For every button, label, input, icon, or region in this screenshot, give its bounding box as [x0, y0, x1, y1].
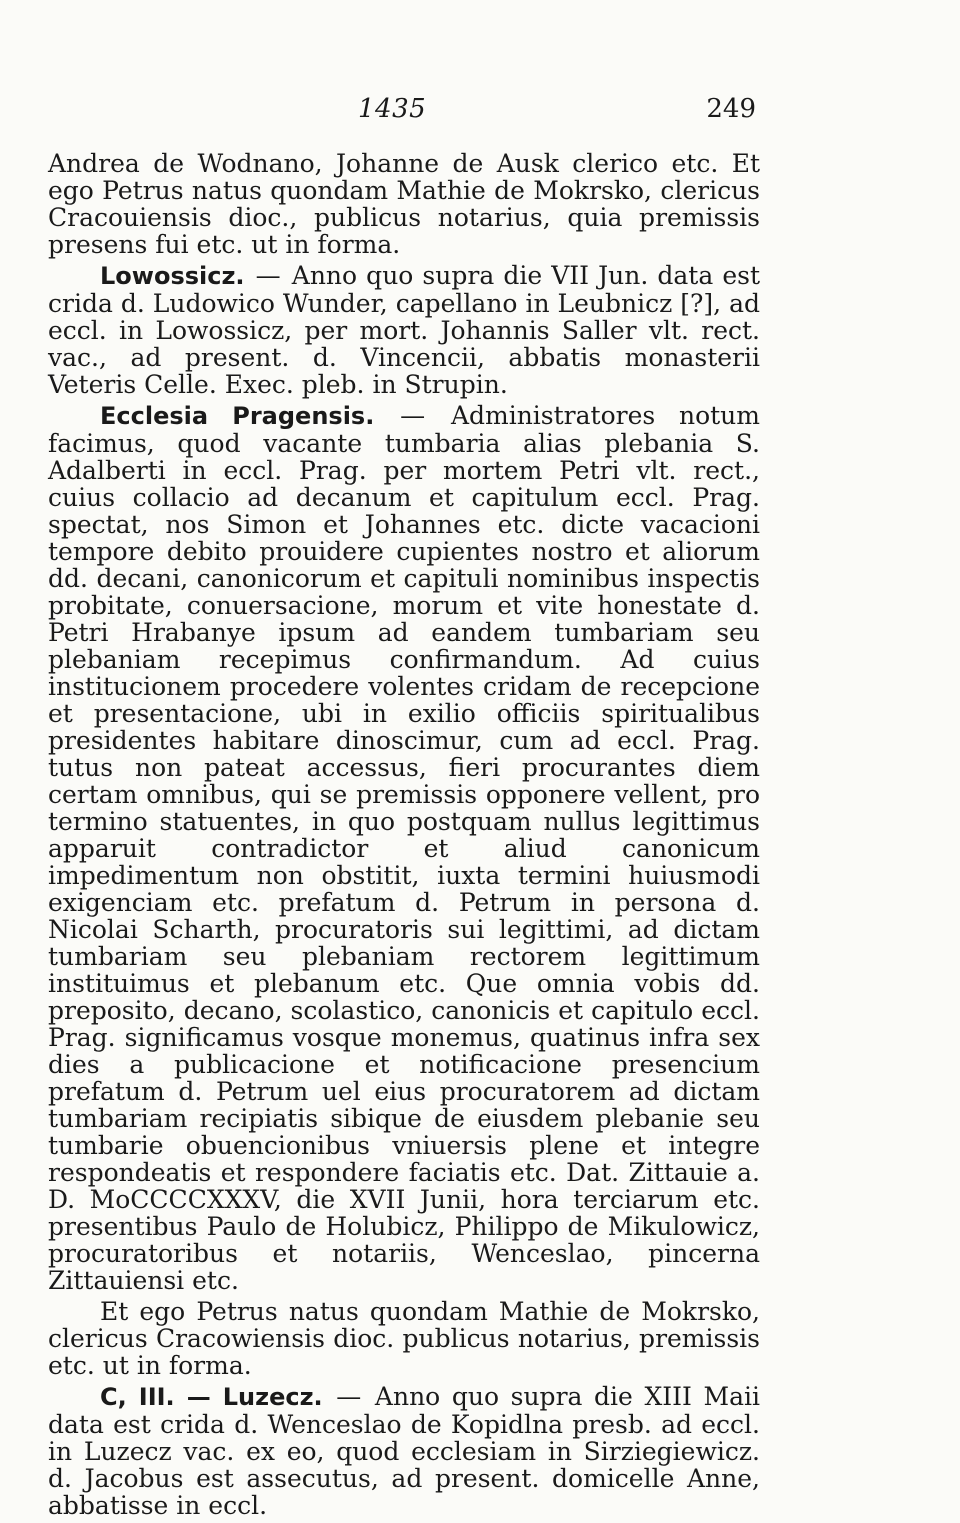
- document-page: [48, 94, 760, 1523]
- body-text: [48, 150, 760, 1519]
- entry-heading: Ecclesia Pragensis.: [100, 402, 375, 430]
- entry-lowossicz: [48, 262, 760, 398]
- entry-ecclesia-pragensis: [48, 402, 760, 1294]
- paragraph-text: Anno quo supra die VII Jun. data est crida d. Ludowico Wunder, capellano in Leubnicz [?], ad eccl. in Lowossicz, per mort. Johannis Saller vlt. rect. vac., ad present. d. Vincencii, abbatis monasterii Veteris Celle. Exec. pleb. in Strupin.: [48, 261, 761, 399]
- paragraph-text: Administratores notum facimus, quod vacante tumbaria alias plebania S. Adalberti in eccl. Prag. per mortem Petri vlt. rect., cuius collacio ad decanum et capitulum eccl. Prag. spectat, nos Simon et Johannes etc. dicte vacacioni tempore debito prouidere cupientes nostro et aliorum dd. decani, canonicorum et capituli nominibus inspectis probitate, conuersacione, morum et vite honestate d. Petri Hrabanye ipsum ad eandem tumbariam seu plebaniam recepimus confirmandum. Ad cuius institucionem procedere volentes cridam de recepcione et presentacione, ubi in exilio officiis spiritualibus presidentes habitare dinoscimur, cum ad eccl. Prag. tutus non pateat accessus, fieri procurantes diem certam omnibus, qui se premissis opponere vellent, pro termino statuentes, in quo postquam nullus legittimus apparuit contradictor et aliud canonicum impedimentum non obstitit, iuxta termini huiusmodi exigenciam etc. prefatum d. Petrum in persona d. Nicolai Scharth, procuratoris sui legittimi, ad dictam tumbariam seu plebaniam rectorem legittimum instituimus et plebanum etc. Que omnia vobis dd. preposito, decano, scolastico, canonicis et capitulo eccl. Prag. significamus vosque monemus, quatinus infra sex dies a publicacione et notificacione presencium prefatum d. Petrum uel eius procuratorem ad dictam tumbariam recipiatis sibique de eiusdem plebanie seu tumbarie obuencionibus vniuersis plene et integre respondeatis et respondere faciatis etc. Dat. Zittauie a. D. MoCCCCXXXV, die XVII Junii, hora terciarum etc. presentibus Paulo de Holubicz, Philippo de Mikulowicz, procuratoribus et notariis, Wenceslao, pincerna Zittauiensi etc.: [48, 401, 760, 1295]
- running-title: 1435: [358, 94, 427, 124]
- page-number: 249: [706, 94, 756, 124]
- entry-heading: Lowossicz.: [100, 262, 245, 290]
- dash-separator: —: [400, 401, 449, 430]
- entry-luzecz: [48, 1383, 760, 1519]
- entry-heading: C, III. — Luzecz.: [100, 1383, 323, 1411]
- notary-attestation: [48, 1298, 760, 1379]
- paragraph-continuation: [48, 150, 760, 258]
- dash-separator: —: [336, 1382, 373, 1411]
- paragraph-text: Anno quo supra die XIII Maii data est crida d. Wenceslao de Kopidlna presb. ad eccl. in Luzecz vac. ex eo, quod ecclesiam in Sirziegiewicz. d. Jacobus est assecutus, ad present. domicelle Anne, abbatisse in eccl.: [48, 1382, 760, 1520]
- dash-separator: —: [255, 261, 290, 290]
- running-head: [48, 94, 760, 134]
- paragraph-text: Et ego Petrus natus quondam Mathie de Mokrsko, clericus Cracowiensis dioc. publicus notarius, premissis etc. ut in forma.: [48, 1297, 760, 1380]
- paragraph-text: Andrea de Wodnano, Johanne de Ausk clerico etc. Et ego Petrus natus quondam Mathie de Mokrsko, clericus Cracouiensis dioc., publicus notarius, quia premissis presens fui etc. ut in forma.: [48, 149, 760, 259]
